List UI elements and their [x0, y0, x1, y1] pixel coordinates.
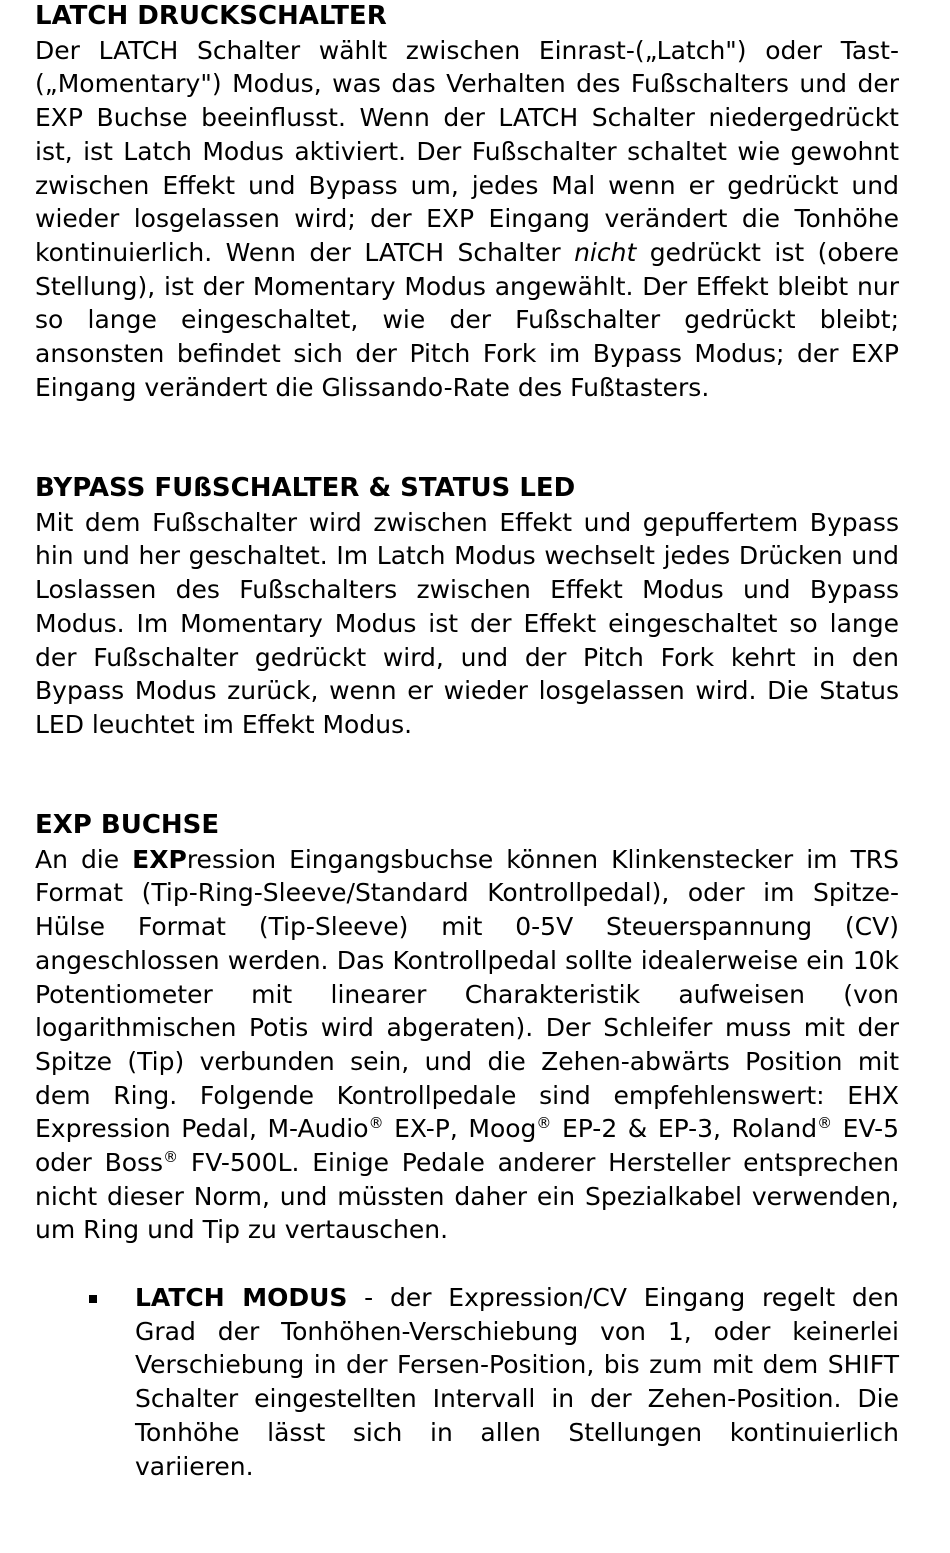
section-heading: LATCH DRUCKSCHALTER: [35, 1, 387, 31]
body-text: EP-2 & EP-3, Roland: [551, 1114, 818, 1144]
body-text: gedrückt ist (obere Stellung), ist der Momentary Modus angewählt. Der Effekt bleibt nur so lange eingeschaltet, wie der Fußschalter gedrückt bleibt; ansonsten befindet sich der Pitch Fork im Bypass Modus; der EXP Eingang verändert die Glissando-Rate des Fußtasters.: [35, 237, 899, 402]
body-italic-text: nicht: [574, 237, 637, 267]
section-exp-buchse: [35, 809, 899, 1247]
section-body: Mit dem Fußschalter wird zwischen Effekt und gepuffertem Bypass hin und her geschaltet. Im Latch Modus wechselt jedes Drücken und Loslassen des Fußschalters zwischen Effekt Modus und Bypass Modus. Im Momentary Modus ist der Effekt eingeschaltet so lange der Fußschalter gedrückt wird, und der Pitch Fork kehrt in den Bypass Modus zurück, wenn er wieder losgelassen wird. Die Status LED leuchtet im Effekt Modus.: [35, 507, 899, 739]
section-latch-druckschalter: [35, 0, 899, 404]
body-text: Der LATCH Schalter wählt zwischen Einrast-(„Latch") oder Tast-(„Momentary") Modus, was das Verhalten des Fußschalters und der EXP Buchse beeinflusst. Wenn der LATCH Schalter niedergedrückt ist, ist Latch Modus aktiviert. Der Fußschalter schaltet wie gewohnt zwischen Effekt und Bypass um, jedes Mal wenn er gedrückt und wieder losgelassen wird; der EXP Eingang verändert die Tonhöhe kontinuierlich. Wenn der LATCH Schalter: [35, 35, 899, 267]
bullet-body: - der Expression/CV Eingang regelt den Grad der Tonhöhen-Verschiebung von 1, oder keinerlei Verschiebung in der Fersen-Position, bis zum mit dem SHIFT Schalter eingestellten Intervall in der Zehen-Position. Die Tonhöhe lässt sich in allen Stellungen kontinuierlich variieren.: [135, 1283, 899, 1481]
registered-mark: ®: [368, 1114, 384, 1133]
body-text: EV-5 oder Boss: [35, 1114, 900, 1178]
section-body: [35, 843, 899, 1247]
section-bypass-fussschalter: [35, 472, 899, 742]
body-text: FV-500L. Einige Pedale anderer Hersteller entsprechen nicht dieser Norm, und müssten daher ein Spezialkabel verwenden, um Ring und Tip zu vertauschen.: [35, 1148, 899, 1245]
registered-mark: ®: [817, 1114, 833, 1133]
bullet-label: LATCH MODUS: [135, 1283, 348, 1312]
body-text: EX-P, Moog: [383, 1114, 537, 1144]
section-heading: BYPASS FUßSCHALTER & STATUS LED: [35, 473, 576, 503]
body-text: ression Eingangsbuchse können Klinkenstecker im TRS Format (Tip-Ring-Sleeve/Standard Kontrollpedal), oder im Spitze-Hülse Format (Tip-Sleeve) mit 0-5V Steuerspannung (CV) angeschlossen werden. Das Kontrollpedal sollte idealerweise ein 10k Potentiometer mit linearer Charakteristik aufweisen (von logarithmischen Potis wird abgeraten). Der Schleifer muss mit der Spitze (Tip) verbunden sein, und die Zehen-abwärts Position mit dem Ring. Folgende Kontrollpedale sind empfehlenswert: EHX Expression Pedal, M-Audio: [35, 844, 900, 1144]
section-heading: EXP BUCHSE: [35, 810, 220, 840]
bullet-text: [135, 1281, 899, 1483]
registered-mark: ®: [163, 1148, 179, 1167]
bullet-square-icon: [89, 1295, 97, 1303]
body-bold-text: EXP: [132, 844, 187, 874]
registered-mark: ®: [536, 1114, 552, 1133]
section-body: [35, 34, 899, 405]
body-text: An die: [35, 844, 133, 874]
